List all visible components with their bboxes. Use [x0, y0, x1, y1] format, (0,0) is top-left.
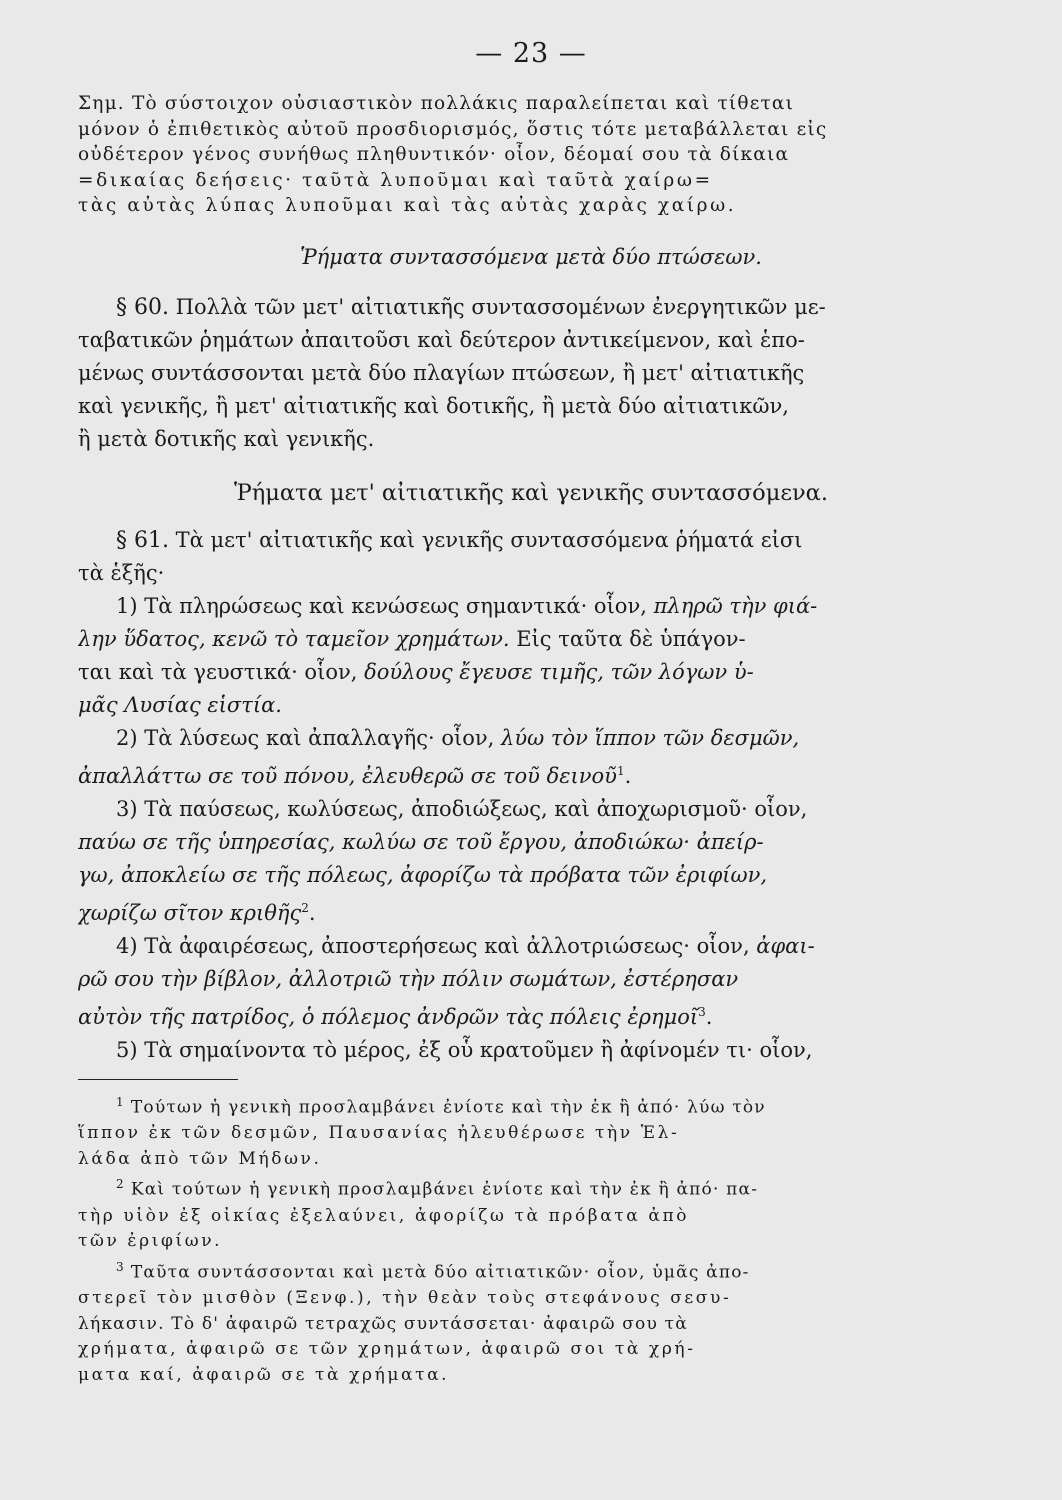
- footnote-line: τῶν ἐριφίων.: [78, 1231, 223, 1252]
- paragraph-text: Πολλὰ τῶν μετ' αἰτιατικῆς συντασσομένων ἐνεργητικῶν με-: [175, 294, 826, 319]
- note-line: =δικαίας δεήσεις· ταῦτὰ λυποῦμαι καὶ ταῦτὰ χαίρω=: [78, 169, 713, 191]
- example-text: ἀφαι-: [756, 933, 815, 958]
- paragraph-line: τὰ ἑξῆς·: [78, 560, 165, 585]
- paragraph-line: καὶ γενικῆς, ἢ μετ' αἰτιατικῆς καὶ δοτικῆς, ἢ μετὰ δύο αἰτιατικῶν,: [78, 393, 789, 418]
- list-item-line: [78, 590, 984, 623]
- footnote-line: λήκασιν. Τὸ δ' ἀφαιρῶ τετραχῶς συντάσσεται· ἀφαιρῶ σου τὰ: [78, 1313, 688, 1334]
- list-item-line: γω, ἀποκλείω σε τῆς πόλεως, ἀφορίζω τὰ πρόβατα τῶν ἐριφίων,: [78, 862, 768, 887]
- example-text: δούλους ἔγευσε τιμῆς, τῶν λόγων ὑ-: [364, 659, 754, 684]
- example-text: λην ὕδατος, κενῶ τὸ ταμεῖον χρημάτων.: [78, 626, 510, 651]
- list-item-line: 5) Τὰ σημαίνοντα τὸ μέρος, ἐξ οὗ κρατοῦμεν ἢ ἀφίνομέν τι· οἷον,: [116, 1037, 813, 1062]
- list-item-line: [78, 623, 984, 656]
- footnote-line: τὴρ υἱὸν ἐξ οἰκίας ἐξελαύνει, ἀφορίζω τὰ πρόβατα ἀπὸ: [78, 1205, 690, 1226]
- paragraph-line: μένως συντάσσονται μετὰ δύο πλαγίων πτώσεων, ἢ μετ' αἰτιατικῆς: [78, 360, 805, 385]
- note-line: οὐδέτερον γένος συνήθως πληθυντικόν· οἷον, δέομαί σου τὰ δίκαια: [78, 144, 790, 166]
- page-number: — 23 —: [475, 38, 587, 69]
- footnote-line: [78, 1172, 984, 1203]
- list-item-line: 3) Τὰ παύσεως, κωλύσεως, ἀποδιώξεως, καὶ ἀποχωρισμοῦ· οἷον,: [116, 796, 808, 821]
- list-item-line: [78, 930, 984, 963]
- footnote-line: λάδα ἀπὸ τῶν Μήδων.: [78, 1148, 322, 1169]
- footnote-line: [78, 1255, 984, 1286]
- footnote-text: Καὶ τούτων ἡ γενικὴ προσλαμβάνει ἐνίοτε καὶ τὴν ἐκ ἢ ἀπό· πα-: [130, 1180, 759, 1201]
- note-line: τὰς αὐτὰς λύπας λυποῦμαι καὶ τὰς αὐτὰς χαρὰς χαίρω.: [78, 195, 737, 217]
- footnote-line: ἵππον ἐκ τῶν δεσμῶν, Παυσανίας ἠλευθέρωσε τὴν Ἑλ-: [78, 1123, 680, 1144]
- list-item-line: αὐτὸν τῆς πατρίδος, ὁ πόλεμος ἀνδρῶν τὰς πόλεις ἐρημοῖ$^3$.: [78, 1004, 713, 1029]
- section-mark: § 60.: [116, 294, 169, 320]
- footnote-ref: 1: [616, 763, 625, 778]
- list-item-line: [78, 722, 984, 755]
- footnote-divider: [78, 1079, 238, 1080]
- paragraph-line: ἢ μετὰ δοτικῆς καὶ γενικῆς.: [78, 426, 375, 451]
- example-text: χωρίζω σῖτον κριθῆς: [78, 900, 302, 925]
- footnote-number: 3: [116, 1259, 125, 1274]
- footnote-number: 2: [116, 1177, 125, 1192]
- paragraph-line: [78, 524, 984, 557]
- list-item-line: [78, 656, 984, 689]
- note-line: Σημ. Τὸ σύστοιχον οὐσιαστικὸν πολλάκις παραλείπεται καὶ τίθεται: [78, 93, 795, 114]
- footnote-line: στερεῖ τὸν μισθὸν (Ξενφ.), τὴν θεὰν τοὺς στεφάνους σεσυ-: [78, 1288, 732, 1309]
- example-text: ἀπαλλάττω σε τοῦ πόνου, ἐλευθερῶ σε τοῦ δεινοῦ: [78, 763, 617, 788]
- list-item-line: χωρίζω σῖτον κριθῆς$^2$.: [78, 900, 316, 925]
- note-paragraph: [78, 91, 984, 219]
- list-item-line: παύω σε τῆς ὑπηρεσίας, κωλύω σε τοῦ ἔργου, ἀποδιώκω· ἀπείρ-: [78, 829, 764, 854]
- list-item-line: ρῶ σου τὴν βίβλον, ἀλλοτριῶ τὴν πόλιν σωμάτων, ἐστέρησαν: [78, 966, 739, 991]
- footnote-number: 1: [116, 1094, 125, 1109]
- section-61: [78, 524, 984, 1067]
- item-text: ται καὶ τὰ γευστικά· οἷον,: [78, 659, 365, 684]
- example-text: πληρῶ τὴν φιά-: [653, 593, 818, 618]
- footnotes: [78, 1090, 984, 1389]
- section-heading: Ῥήματα μετ' αἰτιατικῆς καὶ γενικῆς συντασσόμενα.: [233, 479, 829, 506]
- paragraph-text: Τὰ μετ' αἰτιατικῆς καὶ γενικῆς συντασσόμενα ῥήματά εἰσι: [175, 527, 803, 552]
- footnote-ref: 2: [301, 900, 309, 915]
- list-item-line: μᾶς Λυσίας εἱστία.: [78, 692, 282, 717]
- note-line: μόνον ὁ ἐπιθετικὸς αὐτοῦ προσδιορισμός, ὅστις τότε μεταβάλλεται εἰς: [78, 118, 828, 140]
- item-text: Εἰς ταῦτα δὲ ὑπάγον-: [509, 626, 746, 651]
- footnote-text: Τούτων ἡ γενικὴ προσλαμβάνει ἐνίοτε καὶ τὴν ἐκ ἢ ἀπό· λύω τὸν: [130, 1097, 766, 1118]
- paragraph-line: ταβατικῶν ῥημάτων ἀπαιτοῦσι καὶ δεύτερον ἀντικείμενον, καὶ ἑπο-: [78, 327, 805, 352]
- item-text: 1) Τὰ πληρώσεως καὶ κενώσεως σημαντικά· οἷον,: [116, 593, 654, 618]
- item-text: 4) Τὰ ἀφαιρέσεως, ἀποστερήσεως καὶ ἀλλοτριώσεως· οἷον,: [116, 933, 757, 958]
- item-text: 2) Τὰ λύσεως καὶ ἀπαλλαγῆς· οἷον,: [116, 725, 502, 750]
- footnote-line: [78, 1090, 984, 1121]
- section-60: [78, 291, 984, 456]
- section-heading: Ῥήματα συντασσόμενα μετὰ δύο πτώσεων.: [300, 244, 762, 269]
- footnote-line: ματα καί, ἀφαιρῶ σε τὰ χρήματα.: [78, 1364, 450, 1385]
- footnote-ref: 3: [698, 1004, 706, 1019]
- example-text: αὐτὸν τῆς πατρίδος, ὁ πόλεμος ἀνδρῶν τὰς πόλεις ἐρημοῖ: [78, 1004, 699, 1029]
- footnote-line: χρήματα, ἀφαιρῶ σε τῶν χρημάτων, ἀφαιρῶ σοι τὰ χρή-: [78, 1339, 696, 1360]
- paragraph-line: [78, 291, 984, 324]
- list-item-line: ἀπαλλάττω σε τοῦ πόνου, ἐλευθερῶ σε τοῦ δεινοῦ$^1$.: [78, 763, 632, 788]
- footnote-text: Ταῦτα συντάσσονται καὶ μετὰ δύο αἰτιατικῶν· οἷον, ὑμᾶς ἀπο-: [130, 1262, 750, 1283]
- section-mark: § 61.: [116, 527, 169, 553]
- example-text: λύω τὸν ἵππον τῶν δεσμῶν,: [501, 725, 800, 750]
